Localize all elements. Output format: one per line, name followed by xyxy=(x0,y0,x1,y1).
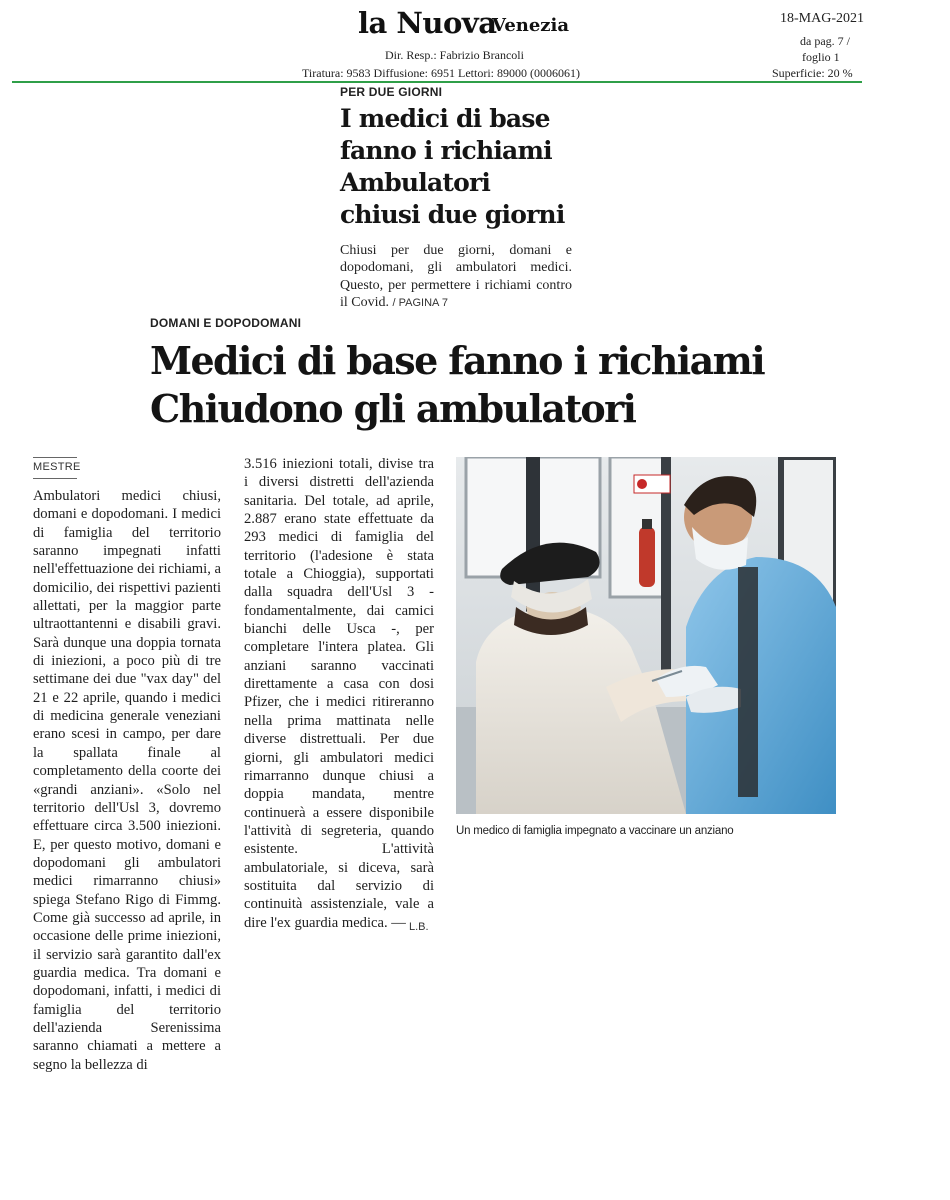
director-line: Dir. Resp.: Fabrizio Brancoli xyxy=(385,48,524,62)
teaser-body-text: Chiusi per due giorni, domani e dopodomani, gli ambulatori medici. Questo, per permettere i richiami contro il Covid. xyxy=(340,243,572,310)
article-photo xyxy=(456,457,836,814)
edition-name: Venezia xyxy=(492,15,570,36)
teaser-title xyxy=(340,103,640,231)
headline-line: Chiudono gli ambulatori xyxy=(150,386,636,431)
headline-line: Medici di base fanno i richiami xyxy=(150,338,765,383)
header-rule xyxy=(12,81,862,83)
dateline-rule-top xyxy=(33,457,77,458)
photo-caption: Un medico di famiglia impegnato a vaccinare un anziano xyxy=(456,825,734,837)
author-signature: L.B. xyxy=(409,921,429,933)
article-kicker: DOMANI E DOPODOMANI xyxy=(150,316,302,330)
article-column-2: 3.516 iniezioni totali, divise tra i diversi distretti dell'azienda sanitaria. Del totale, ad aprile, 2.887 erano state effettuate da 293 medici di famiglia del territorio (l'adesione è stata totale a Chioggia), supportati dalla squadra dell'Usl 3 - fondamentalmente, dai camici bianchi delle Usca -, per completare l'intera platea. Gli anziani saranno vaccinati direttamente a casa con dosi Pfizer, che i medici ritireranno nella prima mattinata nelle diverse distrettuali. Per due giorni, gli ambulatori medici rimarranno dunque chiusi a doppia mandata, mentre continuerà a essere disponibile l'attività di segreteria, quando esistente. L'attività ambulatoriale, si diceva, sarà sostituita dal servizio di continuità assistenziale, vale a dire l'ex guardia medica. — xyxy=(244,456,434,931)
dateline-rule-bottom xyxy=(33,478,77,479)
article-column-1: Ambulatori medici chiusi, domani e dopodomani. I medici di famiglia del territorio saranno impegnati infatti nell'effettuazione dei richiami, a domicilio, dei rispettivi pazienti allettati, per la maggior parte ultraottantenni e disabili gravi. Sarà dunque una doppia tornata di iniezioni, a poco più di tre settimane dei due "vax day" del 21 e 22 aprile, quando i medici di medicina generale veneziani erano scesi in campo, per dare la spallata finale al completamento della coorte dei «grandi anziani». «Solo nel territorio dell'Usl 3, dovremo effettuare circa 3.500 iniezioni. E, per questo motivo, domani e dopodomani gli ambulatori medici rimarranno chiusi» spiega Stefano Rigo di Fimmg. Come già successo ad aprile, in occasione delle prime iniezioni, il servizio sarà garantito dall'ex guardia medica. Tra domani e dopodomani, infatti, i medici di famiglia del territorio dell'azienda Serenissima saranno chiamati a mettere a segno la bellezza di xyxy=(33,488,221,1073)
article-headline xyxy=(150,337,850,433)
issue-date: 18-MAG-2021 xyxy=(780,11,864,26)
dateline: MESTRE xyxy=(33,461,81,473)
teaser-kicker: PER DUE GIORNI xyxy=(340,85,443,99)
masthead-logo: la Nuova xyxy=(358,6,497,40)
teaser-title-line: chiusi due giorni xyxy=(340,200,565,229)
teaser-summary xyxy=(340,242,572,312)
page-number: da pag. 7 / xyxy=(800,34,850,48)
teaser-page-ref: / PAGINA 7 xyxy=(392,296,448,309)
sheet-number: foglio 1 xyxy=(802,50,840,64)
teaser-title-line: I medici di base xyxy=(340,104,550,133)
surface-percent: Superficie: 20 % xyxy=(772,66,853,80)
teaser-title-line: fanno i richiami xyxy=(340,136,552,165)
vaccination-photo-illustration xyxy=(456,457,836,814)
circulation-line: Tiratura: 9583 Diffusione: 6951 Lettori: 89000 (0006061) xyxy=(302,66,580,80)
teaser-title-line: Ambulatori xyxy=(340,168,491,197)
